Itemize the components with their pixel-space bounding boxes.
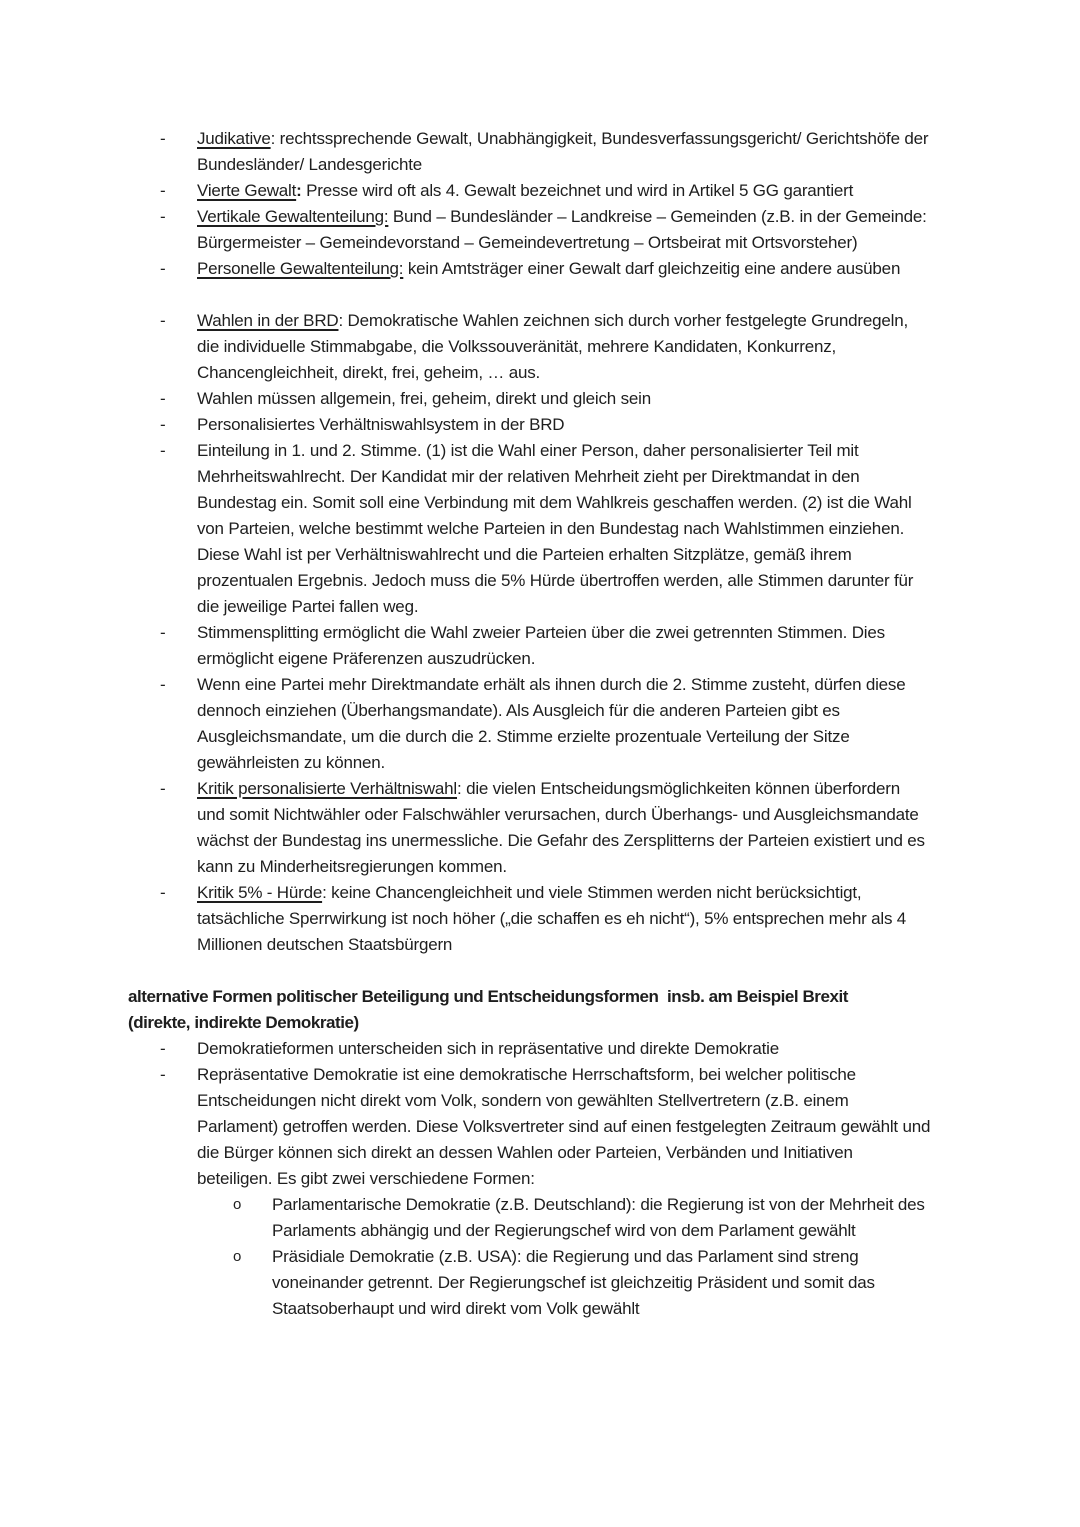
section-heading [128,984,932,1036]
bullet-marker: - [160,675,166,694]
list-item-body [197,880,932,958]
list-item [128,776,932,880]
item-separator: : [457,779,462,798]
list-item-body [272,1192,932,1244]
section-heading-line: (direkte, indirekte Demokratie) [128,1013,359,1032]
bullet-list-section [128,126,932,282]
list-item [128,256,932,282]
item-text: Presse wird oft als 4. Gewalt bezeichnet und wird in Artikel 5 GG garantiert [301,181,854,200]
item-lead-underlined: Vierte Gewalt [197,181,297,200]
list-item-body [197,308,932,386]
list-item [128,1062,932,1322]
item-text: Präsidiale Demokratie (z.B. USA): die Regierung und das Parlament sind streng voneinander getrennt. Der Regierungschef ist gleichzeitig Präsident und somit das Staatsoberhaupt und wird direkt vom Volk gewählt [272,1247,875,1318]
item-text: Bund – Bundesländer – Landkreise – Gemeinden (z.B. in der Gemeinde: Bürgermeister – Gemeindevorstand – Gemeindevertretung – Ortsbeirat mit Ortsvorsteher) [197,207,927,252]
bullet-marker: - [160,1065,166,1084]
bullet-marker: - [160,441,166,460]
item-text: Einteilung in 1. und 2. Stimme. (1) ist die Wahl einer Person, daher personalisierter Teil mit Mehrheitswahlrecht. Der Kandidat mir der relativen Mehrheit zieht per Direktmandat in den Bundestag ein. Somit soll eine Verbindung mit dem Wahlkreis geschaffen werden. (2) ist die Wahl von Parteien, welche bestimmt welche Parteien in den Bundestag nach Wahlstimmen einziehen. Diese Wahl ist per Verhältniswahlrecht und die Parteien erhalten Sitzplätze, gemäß ihrem prozentualen Ergebnis. Jedoch muss die 5% Hürde übertroffen werden, alle Stimmen darunter für die jeweilige Partei fallen weg. [197,441,914,616]
item-lead-underlined: Kritik 5% - Hürde [197,883,323,902]
list-item [128,386,932,412]
item-text: kein Amtsträger einer Gewalt darf gleichzeitig eine andere ausüben [403,259,901,278]
list-item-body [197,412,932,438]
list-item-body [197,1036,932,1062]
list-item [128,880,932,958]
list-item-body [197,126,932,178]
item-lead-underlined: Judikative [197,129,271,148]
item-text: Wahlen müssen allgemein, frei, geheim, direkt und gleich sein [197,389,651,408]
bullet-marker: o [233,1248,242,1265]
list-item [128,1036,932,1062]
bullet-marker: - [160,129,166,148]
list-item [215,1192,932,1244]
list-item [128,672,932,776]
item-separator: : [338,311,344,330]
list-item-body [197,620,932,672]
section-heading-line: alternative Formen politischer Beteiligung und Entscheidungsformen insb. am Beispiel Brexit [128,987,848,1006]
bullet-list-section [128,1036,932,1322]
list-item-body [197,672,932,776]
list-item-body [197,776,932,880]
list-item [128,438,932,620]
item-text: Repräsentative Demokratie ist eine demokratische Herrschaftsform, bei welcher politische Entscheidungen nicht direkt vom Volk, sondern von gewählten Stellvertretern (z.B. einem Parlament) getroffen werden. Diese Volksvertreter sind auf einen festgelegten Zeitraum gewählt und die Bürger können sich direkt an dessen Wahlen oder Parteien, Verbänden und Initiativen beteiligen. Es gibt zwei verschiedene Formen: [197,1065,931,1188]
item-lead-underlined: Kritik personalisierte Verhältniswahl [197,779,458,798]
item-text: Demokratieformen unterscheiden sich in repräsentative und direkte Demokratie [197,1039,779,1058]
bullet-list-section [128,308,932,958]
list-item [128,178,932,204]
list-item-body [197,178,932,204]
item-lead-underlined: Vertikale Gewaltenteilung: [197,207,389,226]
bullet-marker: - [160,181,166,200]
bullet-marker: - [160,389,166,408]
item-lead-underlined: Wahlen in der BRD [197,311,339,330]
bullet-marker: - [160,779,166,798]
item-text: die vielen Entscheidungsmöglichkeiten können überfordern und somit Nichtwähler oder Falschwähler verursachen, durch Überhangs- und Ausgleichsmandate wächst der Bundestag ins unermessliche. Die Gefahr des Zersplitterns der Parteien existiert und es kann zu Minderheitsregierungen kommen. [197,779,925,876]
item-text: keine Chancengleichheit und viele Stimmen werden nicht berücksichtigt, tatsächliche Sperrwirkung ist noch höher („die schaffen es eh nicht“), 5% entsprechen mehr als 4 Millionen deutschen Staatsbürgern [197,883,907,954]
item-separator: : [270,129,276,148]
item-text: rechtssprechende Gewalt, Unabhängigkeit, Bundesverfassungsgericht/ Gerichtshöfe der Bundesländer/ Landesgerichte [197,129,929,174]
bullet-marker: - [160,883,166,902]
item-text: Stimmensplitting ermöglicht die Wahl zweier Parteien über die zwei getrennten Stimmen. Dies ermöglicht eigene Präferenzen auszudrücken. [197,623,885,668]
item-text: Wenn eine Partei mehr Direktmandate erhält als ihnen durch die 2. Stimme zusteht, dürfen diese dennoch einziehen (Überhangsmandate). Als Ausgleich für die anderen Parteien gibt es Ausgleichsmandate, um die durch die 2. Stimme erzielte prozentuale Verteilung der Sitze gewährleisten zu können. [197,675,906,772]
bullet-marker: - [160,623,166,642]
item-separator: : [296,181,302,200]
bullet-marker: - [160,1039,166,1058]
document-body [128,126,932,1322]
item-text: Demokratische Wahlen zeichnen sich durch vorher festgelegte Grundregeln, die individuelle Stimmabgabe, die Volkssouveränität, mehrere Kandidaten, Konkurrenz, Chancengleichheit, direkt, frei, geheim, … aus. [197,311,908,382]
item-lead-underlined: Personelle Gewaltenteilung: [197,259,404,278]
bullet-marker: o [233,1196,242,1213]
bullet-marker: - [160,207,166,226]
list-item [128,308,932,386]
list-item [215,1244,932,1322]
list-item [128,412,932,438]
list-item-body [197,204,932,256]
list-item-body [197,438,932,620]
list-item-body [197,1062,932,1322]
bullet-marker: - [160,311,166,330]
list-item [128,204,932,256]
bullet-marker: - [160,259,166,278]
item-text: Parlamentarische Demokratie (z.B. Deutschland): die Regierung ist von der Mehrheit des Parlaments abhängig und der Regierungschef wird von dem Parlament gewählt [272,1195,925,1240]
list-item [128,126,932,178]
item-text: Personalisiertes Verhältniswahlsystem in der BRD [197,415,565,434]
list-item-body [197,256,932,282]
item-separator: : [322,883,327,902]
bullet-marker: - [160,415,166,434]
list-item-body [272,1244,932,1322]
list-item [128,620,932,672]
list-item-body [197,386,932,412]
